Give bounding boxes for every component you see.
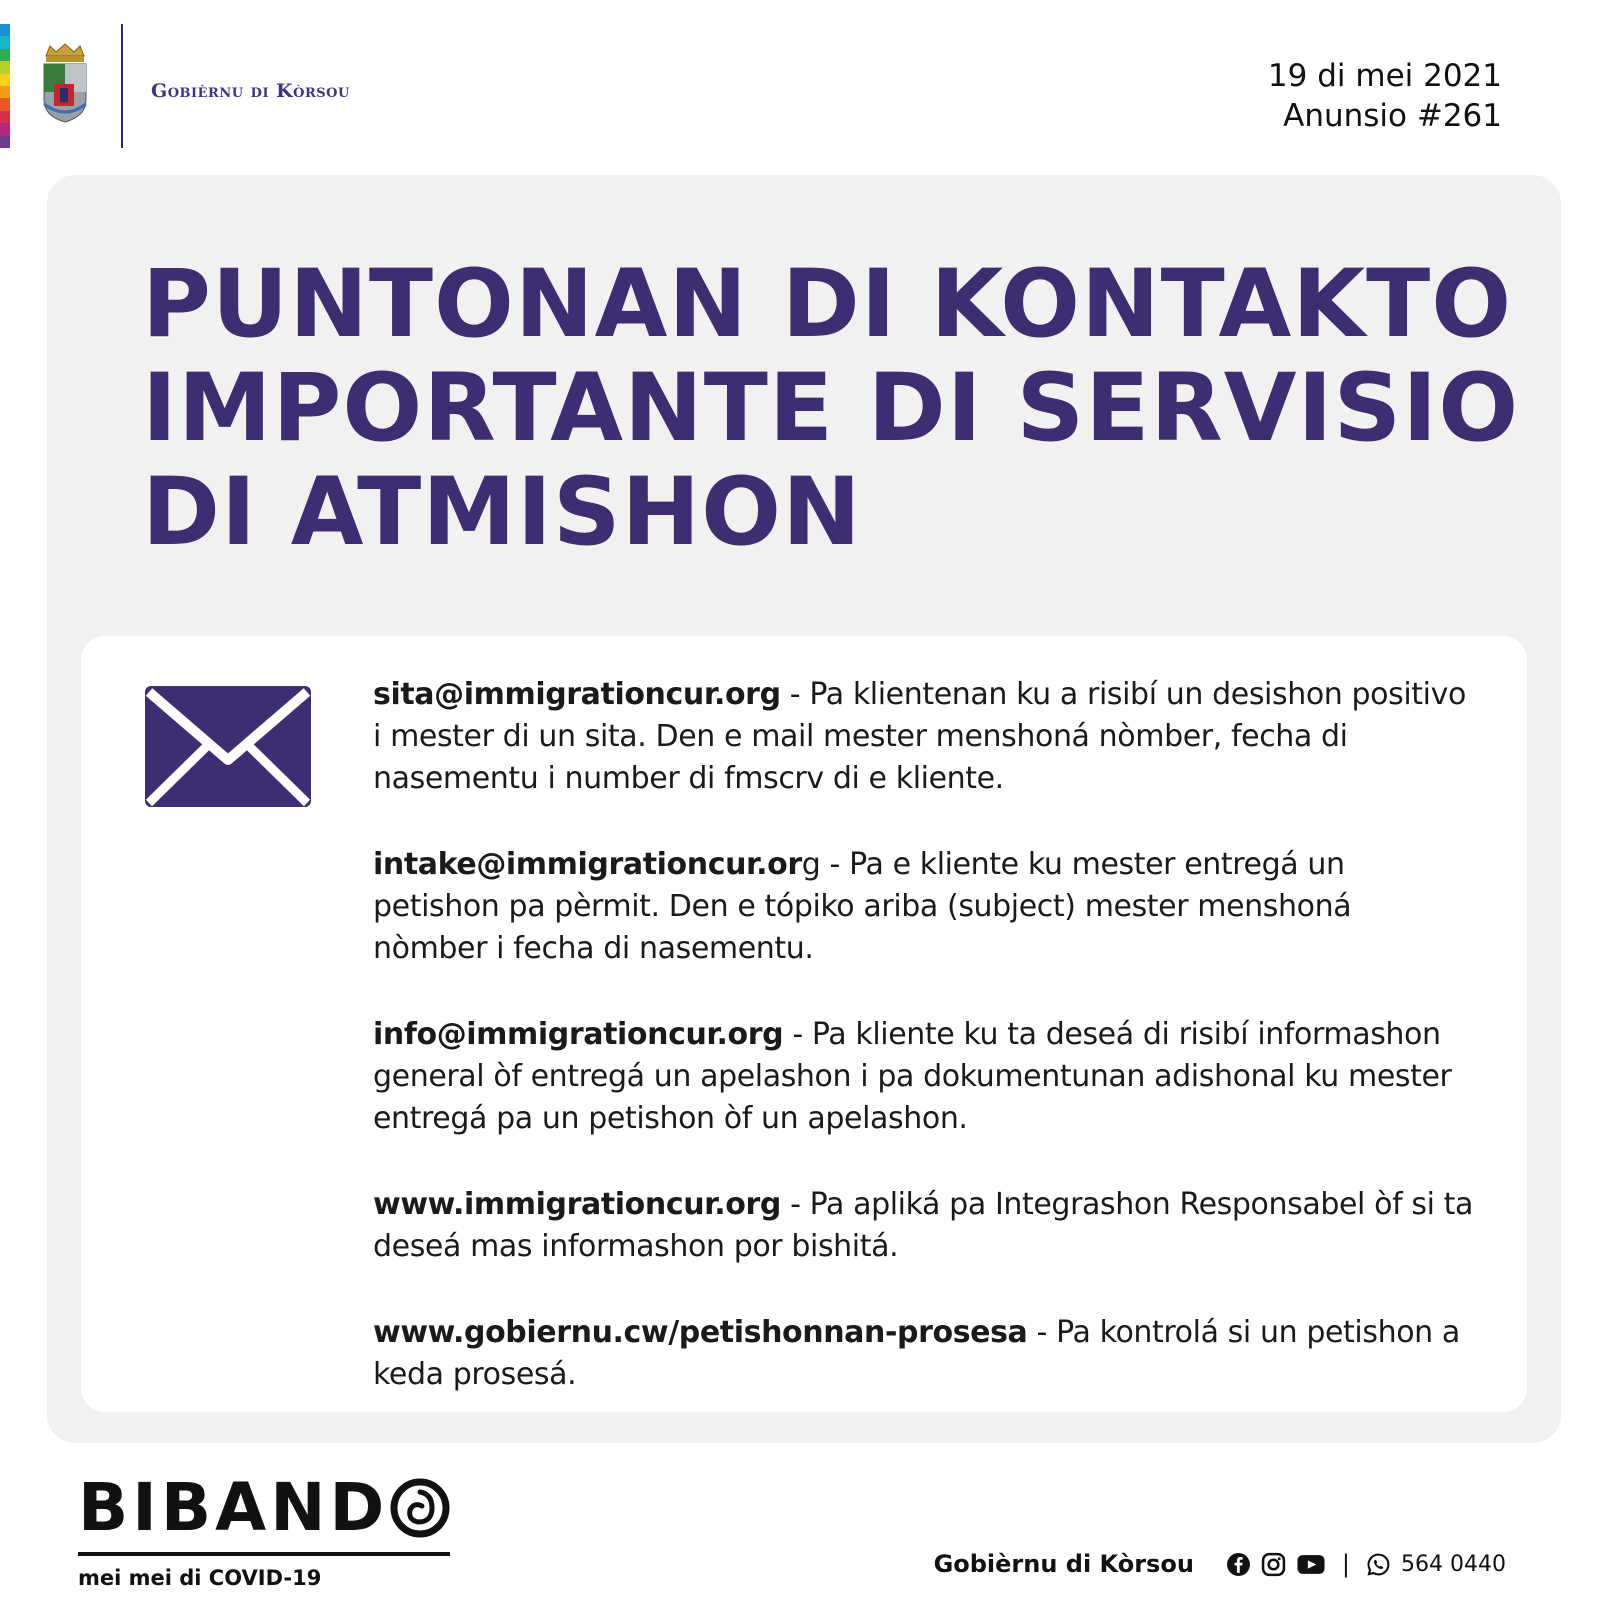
contact-description: - Pa klientenan ku a risibí un desishon positivo i mester di un sita. Den e mail mester menshoná nòmber, fecha di nasementu i number di fmscrv di e kliente. (373, 677, 1466, 796)
title-line-2: IMPORTANTE DI SERVISIO (142, 354, 1520, 463)
contact-address[interactable]: www.gobiernu.cw/petishonnan-prosesa (373, 1315, 1028, 1350)
contact-item (373, 844, 1473, 970)
footer-separator: | (1341, 1550, 1351, 1578)
contact-address[interactable]: www.immigrationcur.org (373, 1187, 781, 1222)
bibando-o-icon (390, 1478, 450, 1538)
youtube-icon[interactable] (1296, 1552, 1326, 1577)
instagram-icon[interactable] (1261, 1552, 1286, 1577)
bibando-wordmark (78, 1469, 450, 1546)
contact-description: - Pa kliente ku ta deseá di risibí informashon general òf entregá un apelashon i pa dokumentunan adishonal ku mester entregá pa un petishon òf un apelashon. (373, 1017, 1452, 1136)
announcement-number: Anunsio #261 (1283, 98, 1502, 134)
government-name: Gobièrnu di Kòrsou (151, 80, 350, 102)
bibando-logo (78, 1469, 450, 1590)
facebook-icon[interactable] (1226, 1552, 1251, 1577)
coat-of-arms-icon (40, 42, 90, 124)
announcement-date: 19 di mei 2021 (1267, 58, 1502, 94)
contact-address[interactable]: info@immigrationcur.org (373, 1017, 784, 1052)
header-divider (121, 24, 123, 148)
title-line-3: DI ATMISHON (142, 458, 862, 567)
contact-address[interactable]: intake@immigrationcur.or (373, 847, 802, 882)
title-line-1: PUNTONAN DI KONTAKTO (142, 250, 1513, 359)
mail-icon (145, 686, 311, 807)
bibando-tagline: mei mei di COVID-19 (78, 1566, 322, 1590)
contact-list (373, 674, 1473, 1396)
phone-number: 564 0440 (1401, 1551, 1506, 1577)
contact-address[interactable]: sita@immigrationcur.org (373, 677, 781, 712)
contact-item (373, 1184, 1473, 1268)
bibando-text: BIBAND (78, 1469, 389, 1546)
color-stripe (0, 24, 10, 148)
content-card (47, 175, 1561, 1443)
contact-description: - Pa apliká pa Integrashon Responsabel òf si ta deseá mas informashon por bishitá. (373, 1187, 1474, 1264)
page-title (142, 250, 1520, 567)
footer-government-name: Gobièrnu di Kòrsou (933, 1550, 1194, 1578)
contacts-panel (81, 636, 1527, 1412)
whatsapp-icon[interactable] (1366, 1552, 1391, 1577)
bibando-rule (78, 1552, 450, 1556)
contact-item (373, 1312, 1473, 1396)
contact-item (373, 674, 1473, 800)
contact-description: - Pa kontrolá si un petishon a keda prosesá. (373, 1315, 1460, 1392)
footer (934, 1550, 1506, 1578)
contact-item (373, 1014, 1473, 1140)
date-block (1268, 56, 1502, 136)
contact-description: g - Pa e kliente ku mester entregá un petishon pa pèrmit. Den e tópiko ariba (subject) mester menshoná nòmber i fecha di nasementu. (373, 847, 1352, 966)
